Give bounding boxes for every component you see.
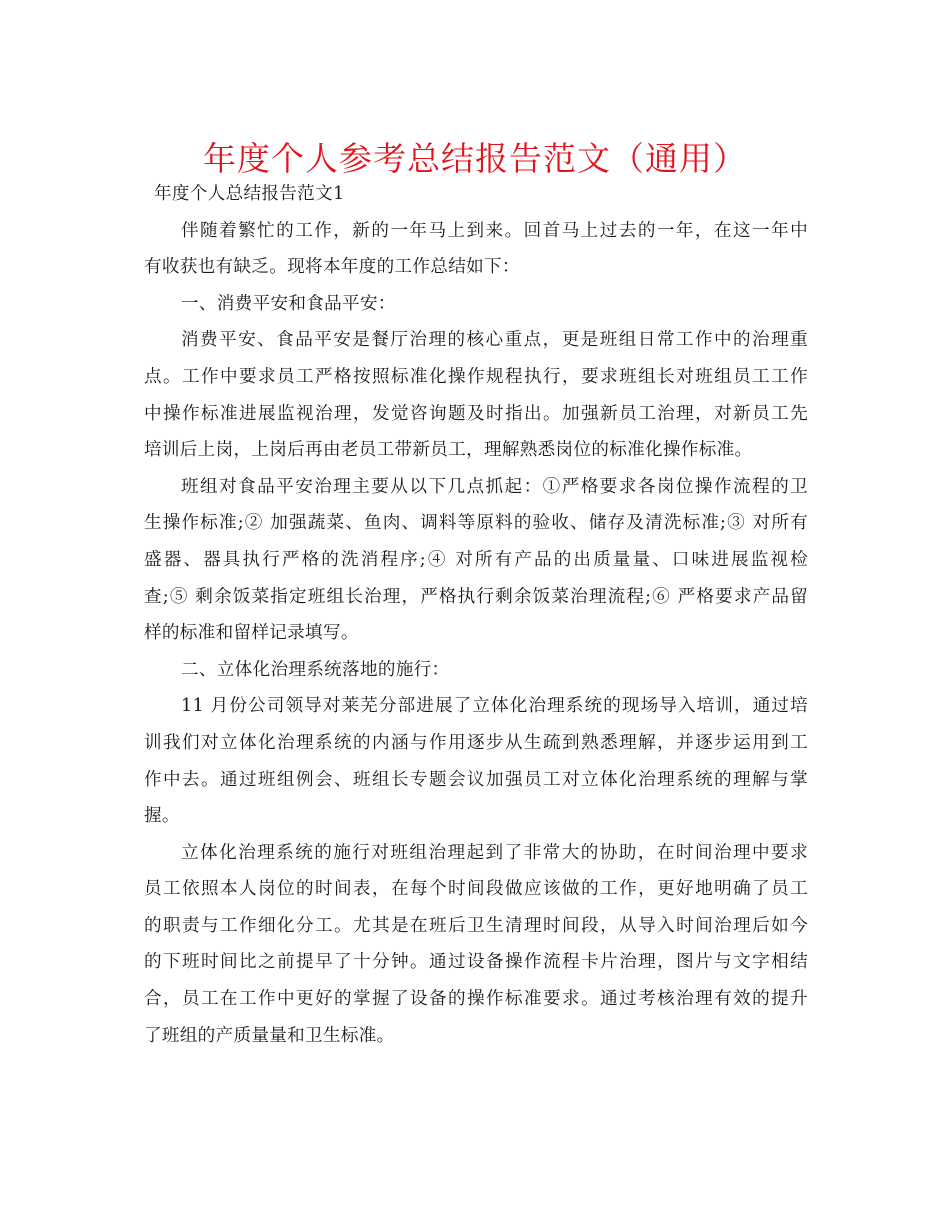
paragraph-line: 立体化治理系统的施行对班组治理起到了非常大的协助，在时间治理中要求 xyxy=(181,842,808,863)
paragraph-line: 有收获也有缺乏。现将本年度的工作总结如下： xyxy=(144,257,520,278)
paragraph-line: 盛器、器具执行严格的洗消程序;④ 对所有产品的出质量量、口味进展监视检 xyxy=(144,549,808,570)
paragraph-line: 生操作标准;② 加强蔬菜、鱼肉、调料等原料的验收、储存及清洗标准;③ 对所有 xyxy=(144,513,808,534)
document-body xyxy=(144,176,808,1054)
paragraph-line: 作中去。通过班组例会、班组长专题会议加强员工对立体化治理系统的理解与掌 xyxy=(144,769,808,790)
paragraph-line: 握。 xyxy=(144,806,180,827)
paragraph-line: 合，员工在工作中更好的掌握了设备的操作标准要求。通过考核治理有效的提升 xyxy=(144,989,808,1010)
paragraph-line: 的下班时间比之前提早了十分钟。通过设备操作流程卡片治理，图片与文字相结 xyxy=(144,952,808,973)
paragraph-line: 年度个人总结报告范文1 xyxy=(154,184,345,204)
paragraph-line: 样的标准和留样记录填写。 xyxy=(144,623,359,644)
paragraph-line: 消费平安、食品平安是餐厅治理的核心重点，更是班组日常工作中的治理重 xyxy=(181,330,808,351)
paragraph-line: 班组对食品平安治理主要从以下几点抓起：①严格要求各岗位操作流程的卫 xyxy=(181,476,808,497)
paragraph-line: 查;⑤ 剩余饭菜指定班组长治理，严格执行剩余饭菜治理流程;⑥ 严格要求产品留 xyxy=(144,586,808,607)
paragraph-line: 中操作标准进展监视治理，发觉咨询题及时指出。加强新员工治理，对新员工先 xyxy=(144,403,808,424)
paragraph-line: 训我们对立体化治理系统的内涵与作用逐步从生疏到熟悉理解，并逐步运用到工 xyxy=(144,732,808,753)
paragraph-line: 了班组的产质量量和卫生标准。 xyxy=(144,1025,395,1046)
paragraph-line: 培训后上岗，上岗后再由老员工带新员工，理解熟悉岗位的标准化操作标准。 xyxy=(144,440,753,461)
document-title: 年度个人参考总结报告范文（通用） xyxy=(203,139,747,178)
paragraph-line: 伴随着繁忙的工作，新的一年马上到来。回首马上过去的一年，在这一年中 xyxy=(181,220,808,241)
paragraph-line: 员工依照本人岗位的时间表，在每个时间段做应该做的工作，更好地明确了员工 xyxy=(144,879,808,900)
paragraph-line: 点。工作中要求员工严格按照标准化操作规程执行，要求班组长对班组员工工作 xyxy=(144,366,808,387)
paragraph-line: 二、立体化治理系统落地的施行： xyxy=(181,659,450,680)
paragraph-line: 一、消费平安和食品平安： xyxy=(181,293,396,314)
paragraph-line: 11 月份公司领导对莱芜分部进展了立体化治理系统的现场导入培训，通过培 xyxy=(181,696,808,717)
paragraph-line: 的职责与工作细化分工。尤其是在班后卫生清理时间段，从导入时间治理后如今 xyxy=(144,915,808,936)
